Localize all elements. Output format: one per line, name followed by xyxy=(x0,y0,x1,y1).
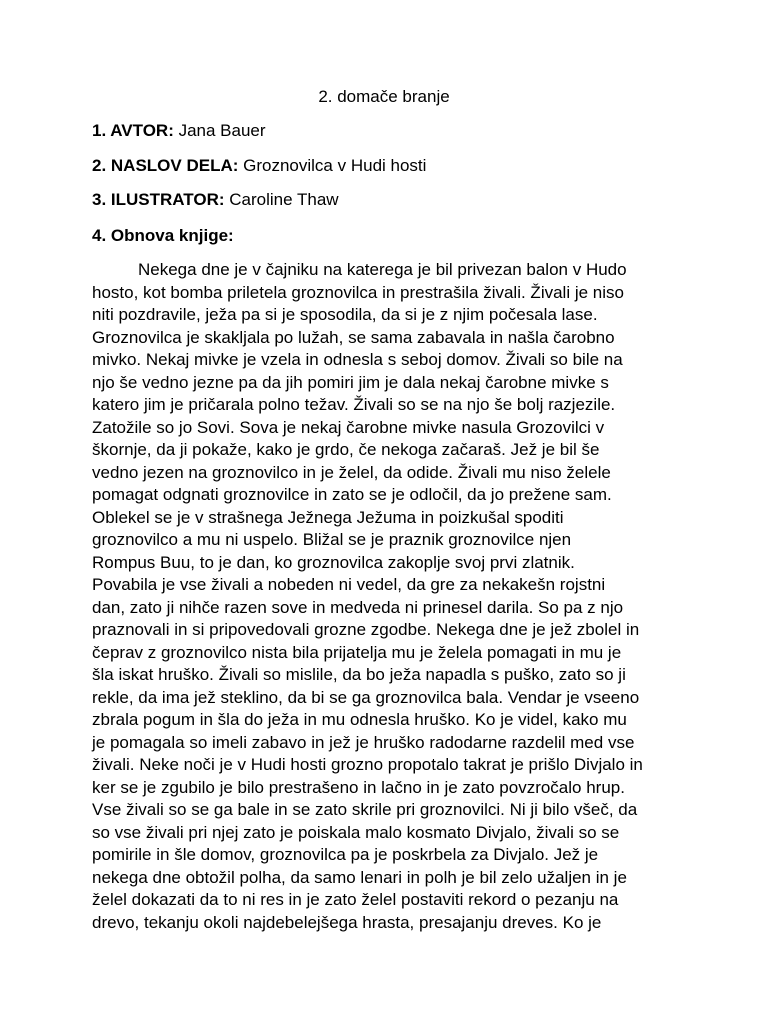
summary-line: hosto, kot bomba priletela groznovilca in prestrašila živali. Živali je niso xyxy=(92,282,624,302)
illustrator-field xyxy=(92,189,339,211)
summary-line: Groznovilca je skakljala po lužah, se sama zabavala in našla čarobno xyxy=(92,327,615,347)
summary-line: groznovilco a mu ni uspelo. Bližal se je praznik groznovilce njen xyxy=(92,530,572,549)
summary-line: je pomagala so imeli zabavo in jež je hruško radodarne razdelil med vse xyxy=(92,732,635,752)
author-value: Jana Bauer xyxy=(173,121,266,140)
summary-line: katero jim je pričarala polno težav. Živali so se na njo še bolj razjezile. xyxy=(92,395,616,414)
summary-line: njo še vedno jezne pa da jih pomiri jim je dala nekaj čarobne mivke s xyxy=(92,372,609,392)
illustrator-value: Caroline Thaw xyxy=(224,190,339,209)
summary-line: škornje, da ji pokaže, kako je grdo, če nekoga začaraš. Jež je bil še xyxy=(92,440,600,459)
summary-line: živali. Neke noči je v Hudi hosti grozno propotalo takrat je prišlo Divjalo in xyxy=(92,755,643,774)
summary-line: Rompus Buu, to je dan, ko groznovilca zakoplje svoj prvi zlatnik. xyxy=(92,552,575,572)
summary-line: drevo, tekanju okoli najdebelejšega hrasta, presajanju dreves. Ko je xyxy=(92,912,602,932)
summary-line: Povabila je vse živali a nobeden ni vedel, da gre za nekakešn rojstni xyxy=(92,575,606,594)
summary-heading-field xyxy=(92,225,234,247)
document-title: 2. domače branje xyxy=(318,87,450,106)
summary-line: čeprav z groznovilco nista bila prijatelja mu je želela pomagati in mu je xyxy=(92,642,622,662)
summary-line: pomirile in šle domov, groznovilca pa je poskrbela za Divjalo. Jež je xyxy=(92,845,599,864)
illustrator-label: 3. ILUSTRATOR: xyxy=(92,190,225,209)
book-title-label: 2. NASLOV DELA: xyxy=(92,156,239,175)
summary-line: praznovali in si pripovedovali grozne zgodbe. Nekega dne je jež zbolel in xyxy=(92,620,640,639)
summary-line: pomagat odgnati groznovilce in zato se je odločil, da jo preženе sam. xyxy=(92,485,612,504)
summary-line: želel dokazati da to ni res in je zato želel postaviti rekord o pezanju na xyxy=(92,890,619,909)
summary-line: niti pozdravile, ježa pa si je sposodila, da si je z njim počesala lase. xyxy=(92,305,598,324)
summary-body xyxy=(92,259,692,934)
summary-line: mivko. Nekaj mivke je vzela in odnesla s seboj domov. Živali so bile na xyxy=(92,350,623,369)
summary-line: so vse živali pri njej zato je poiskala malo kosmato Divjalo, živali so se xyxy=(92,822,620,842)
summary-line: Oblekel se je v strašnega Ježnega Ježuma in poizkušal spoditi xyxy=(92,507,564,527)
summary-line: Zatožile so jo Sovi. Sova je nekaj čarobne mivke nasula Grozovilci v xyxy=(92,417,605,437)
book-title-field xyxy=(92,155,426,177)
summary-line: šla iskat hruško. Živali so mislile, da bo ježa napadla s puško, zato so ji xyxy=(92,665,626,684)
summary-line: ker se je zgubilo je bilo prestrašeno in lačno in je zato povzročalo hrup. xyxy=(92,777,625,797)
summary-line: nekega dne obtožil polha, da samo lenari in polh je bil zelo užaljen in je xyxy=(92,867,627,887)
summary-line: Nekega dne je v čajniku na katerega je bil privezan balon v Hudo xyxy=(138,260,627,279)
summary-line: vedno jezen na groznovilco in je želel, da odide. Živali mu niso želele xyxy=(92,462,611,482)
summary-line: dan, zato ji nihče razen sove in medveda ni prinesel darila. So pa z njo xyxy=(92,597,624,617)
author-field xyxy=(92,120,266,142)
author-label: 1. AVTOR: xyxy=(92,121,174,140)
summary-line: rekle, da ima jež steklino, da bi se ga groznovilca bala. Vendar je vseeno xyxy=(92,687,640,707)
book-title-value: Groznovilca v Hudi hosti xyxy=(238,156,427,175)
summary-line: Vse živali so se ga bale in se zato skrile pri groznovilci. Ni ji bilo všeč, da xyxy=(92,800,638,819)
summary-line: zbrala pogum in šla do ježa in mu odnesla hruško. Ko je videl, kako mu xyxy=(92,710,627,729)
summary-heading-label: 4. Obnova knjige: xyxy=(92,226,234,245)
